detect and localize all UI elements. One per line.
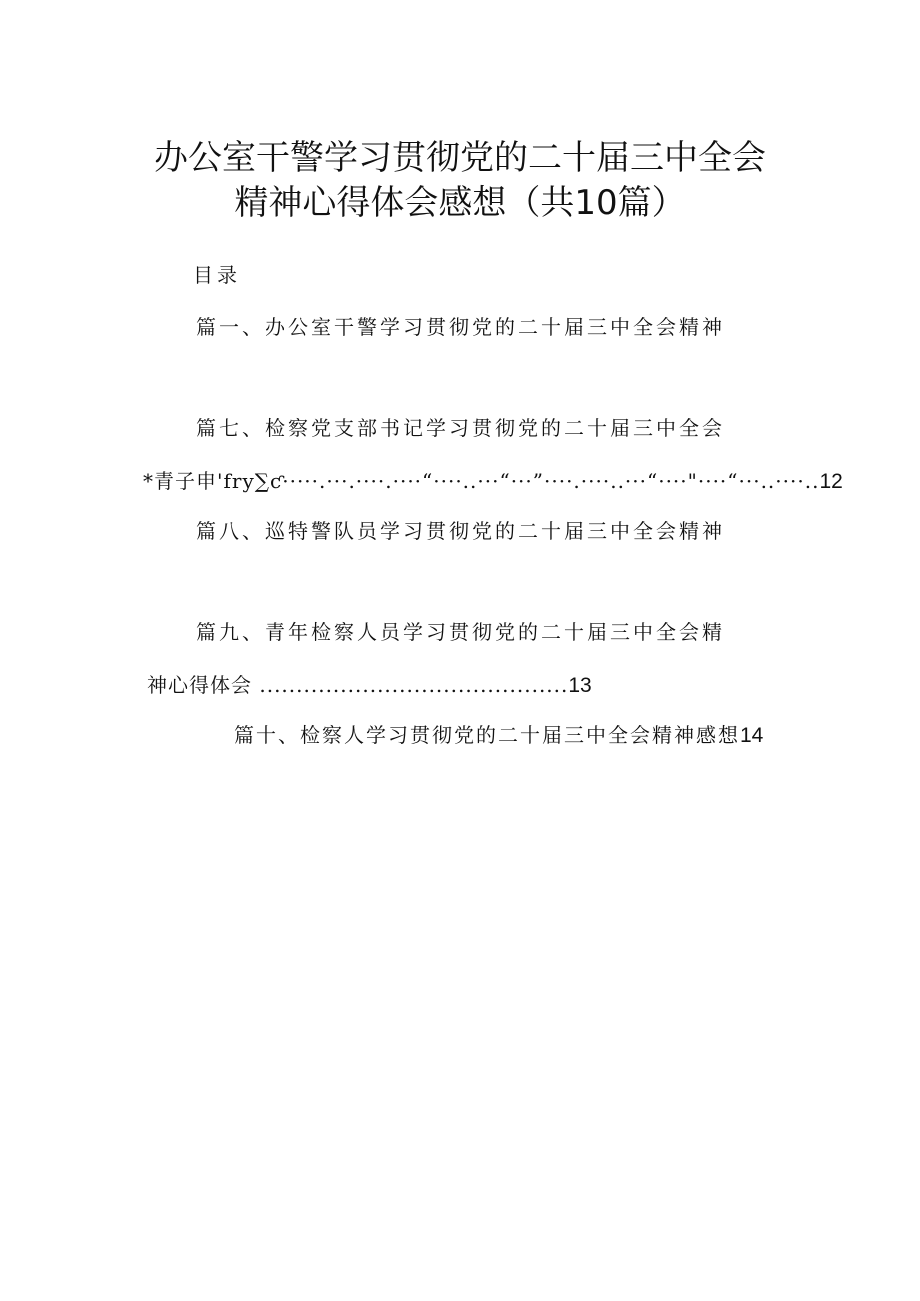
toc-entry-text: 篇一、办公室干警学习贯彻党的二十届三中全会精神 (196, 315, 725, 339)
toc-entry-8 (196, 518, 725, 544)
toc-entry-7-continuation (143, 468, 843, 495)
toc-entry-7 (196, 415, 725, 441)
toc-page-number: 12 (819, 470, 843, 493)
document-title-line-1: 办公室干警学习贯彻党的二十届三中全会 (154, 138, 766, 178)
toc-entry-text: 篇九、青年检察人员学习贯彻党的二十届三中全会精 (196, 620, 725, 644)
toc-entry-text: 篇八、巡特警队员学习贯彻党的二十届三中全会精神 (196, 519, 725, 543)
toc-entry-10 (234, 722, 763, 749)
toc-entry-text: 篇十、检察人学习贯彻党的二十届三中全会精神感想 (234, 723, 740, 747)
toc-entry-9 (196, 619, 725, 645)
toc-heading: 目录 (193, 263, 241, 287)
toc-page-number: 14 (740, 724, 764, 747)
toc-entry-text: *青子申'fry∑ƈ·····.···.····.····“····..···“···”····.····..···“····"····“···..····.. (143, 469, 820, 493)
toc-entry-text: 篇七、检察党支部书记学习贯彻党的二十届三中全会 (196, 416, 725, 440)
toc-entry-1 (196, 314, 725, 340)
toc-page-number: 13 (568, 674, 592, 697)
document-title-line-2: 精神心得体会感想（共10篇） (234, 183, 686, 223)
toc-entry-text: 神心得体会 .......................................... (147, 673, 569, 697)
toc-entry-9-continuation (147, 672, 592, 699)
